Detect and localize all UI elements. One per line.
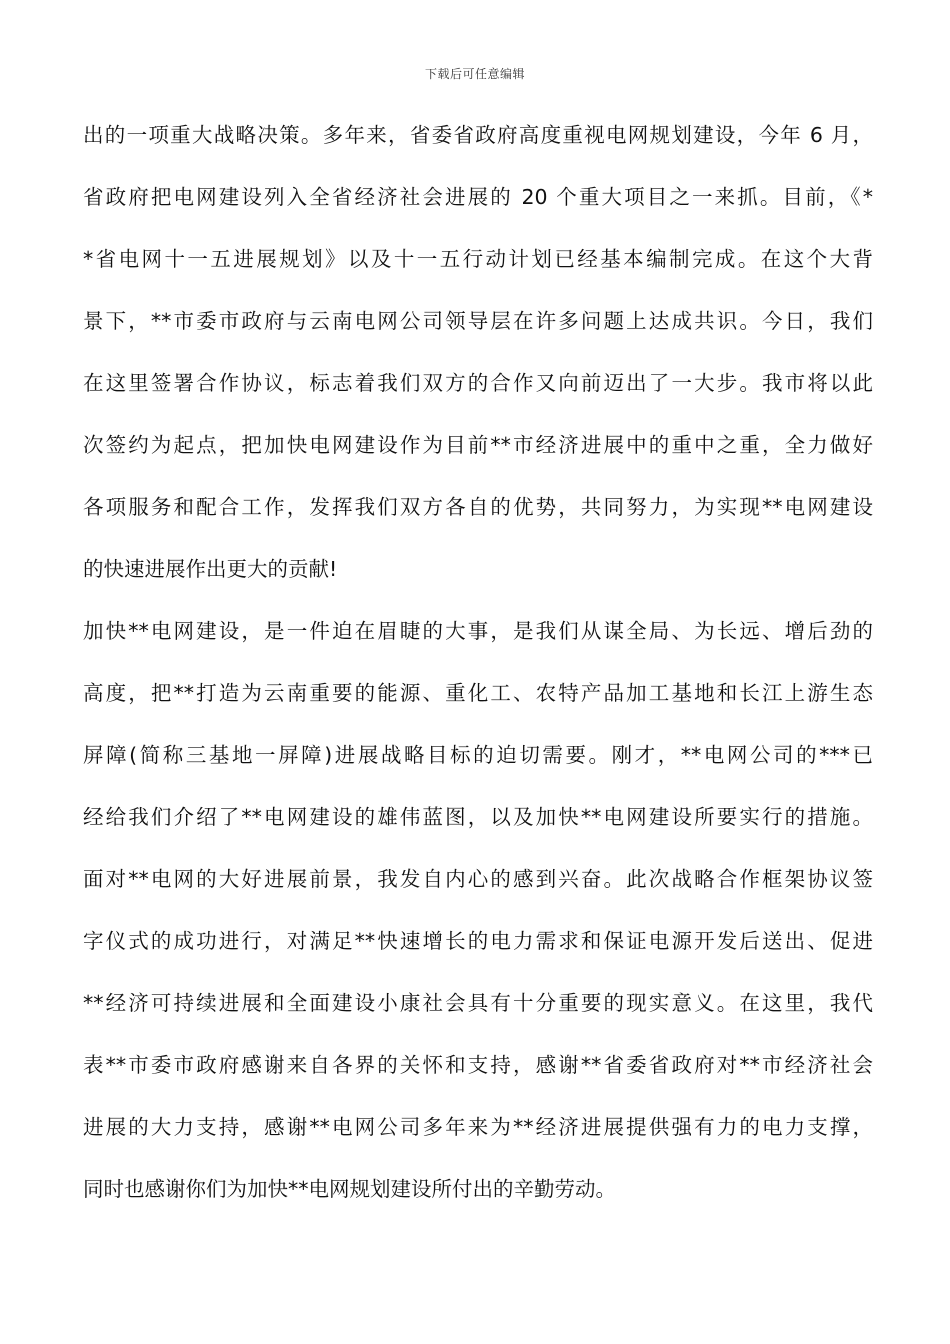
paragraph-1-line-8: 的快速进展作出更大的贡献! bbox=[83, 557, 338, 581]
paragraph-1-line-2: 省政府把电网建设列入全省经济社会进展的 20 个重大项目之一来抓。目前，《* bbox=[83, 185, 873, 209]
paragraph-1-line-7: 各项服务和配合工作，发挥我们双方各自的优势，共同努力，为实现**电网建设 bbox=[83, 495, 873, 519]
paragraph-2-line-10: 同时也感谢你们为加快**电网规划建设所付出的辛勤劳动。 bbox=[83, 1177, 616, 1201]
paragraph-1-line-3: *省电网十一五进展规划》以及十一五行动计划已经基本编制完成。在这个大背 bbox=[83, 247, 873, 271]
paragraph-2-line-1: 加快**电网建设，是一件迫在眉睫的大事，是我们从谋全局、为长远、增后劲的 bbox=[83, 619, 873, 643]
paragraph-2-line-3: 屏障(简称三基地一屏障)进展战略目标的迫切需要。刚才，**电网公司的***已 bbox=[83, 743, 873, 767]
paragraph-2-line-9: 进展的大力支持，感谢**电网公司多年来为**经济进展提供强有力的电力支撑， bbox=[83, 1115, 873, 1139]
paragraph-1-line-4: 景下，**市委市政府与云南电网公司领导层在许多问题上达成共识。今日，我们 bbox=[83, 309, 873, 333]
page-header: 下载后可任意编辑 bbox=[424, 67, 525, 81]
paragraph-2-line-8: 表**市委市政府感谢来自各界的关怀和支持，感谢**省委省政府对**市经济社会 bbox=[83, 1053, 873, 1077]
paragraph-1-line-1: 出的一项重大战略决策。多年来，省委省政府高度重视电网规划建设，今年 6 月， bbox=[83, 123, 873, 147]
paragraph-1-line-6: 次签约为起点，把加快电网建设作为目前**市经济进展中的重中之重，全力做好 bbox=[83, 433, 873, 457]
paragraph-2-line-5: 面对**电网的大好进展前景，我发自内心的感到兴奋。此次战略合作框架协议签 bbox=[83, 867, 873, 891]
paragraph-2-line-7: **经济可持续进展和全面建设小康社会具有十分重要的现实意义。在这里，我代 bbox=[83, 991, 873, 1015]
document-body bbox=[83, 120, 873, 1220]
paragraph-2-line-2: 高度，把**打造为云南重要的能源、重化工、农特产品加工基地和长江上游生态 bbox=[83, 681, 873, 705]
paragraph-2-line-6: 字仪式的成功进行，对满足**快速增长的电力需求和保证电源开发后送出、促进 bbox=[83, 929, 873, 953]
paragraph-2-line-4: 经给我们介绍了**电网建设的雄伟蓝图，以及加快**电网建设所要实行的措施。 bbox=[83, 805, 873, 829]
paragraph-1-line-5: 在这里签署合作协议，标志着我们双方的合作又向前迈出了一大步。我市将以此 bbox=[83, 371, 873, 395]
